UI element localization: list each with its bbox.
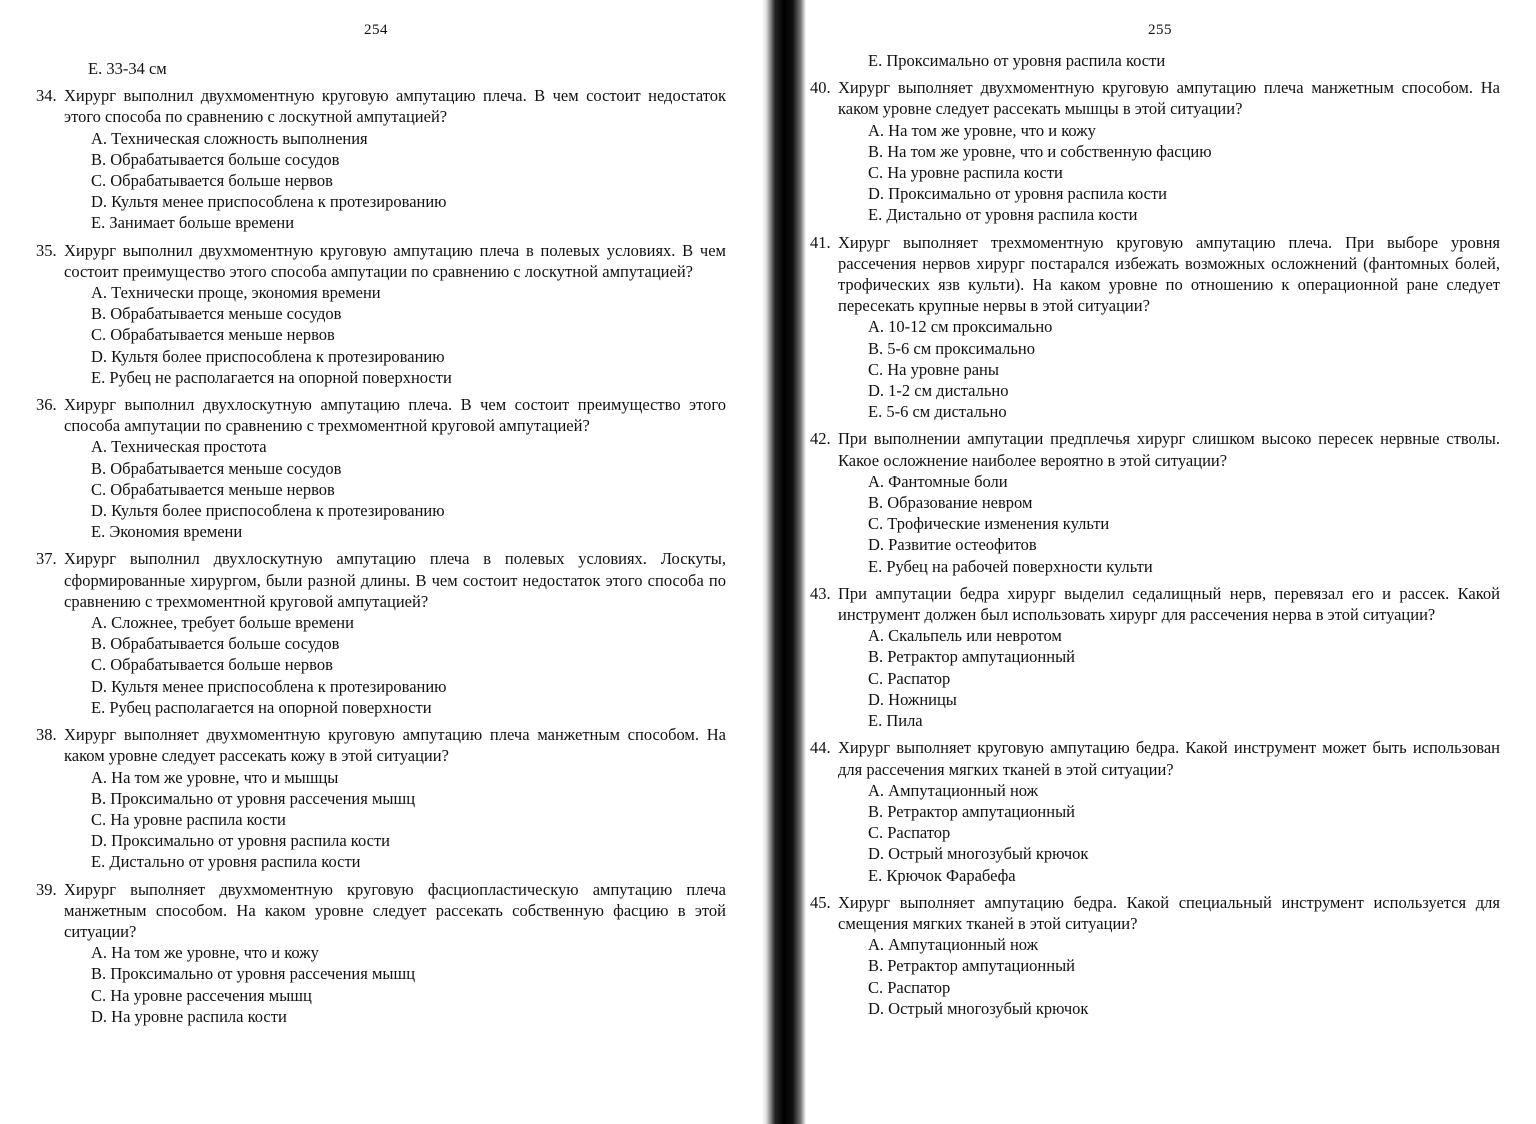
question-text: Хирург выполняет трехмоментную круговую ампутацию плеча. При выборе уровня рассечения нервов хирург постарался избежать возможных осложнений (фантомных болей, трофических язв культи). На каком уровне по отношению к операционной ране следует пересекать крупные нервы в этой ситуации? xyxy=(838,232,1500,316)
question-number: 38. xyxy=(36,725,57,745)
question-stem xyxy=(36,85,726,127)
question-number: 35. xyxy=(36,240,57,260)
answer-option: В. Ретрактор ампутационный xyxy=(868,956,1076,976)
question xyxy=(36,724,726,872)
answer-option: В. Обрабатывается меньше сосудов xyxy=(91,458,342,478)
answer-option: D. Культя более приспособлена к протезированию xyxy=(91,346,445,366)
answer-option: А. Техническая сложность выполнения xyxy=(91,128,368,148)
question-stem xyxy=(36,548,726,612)
answer-option: В. Обрабатывается больше сосудов xyxy=(91,634,340,654)
answer-option: D. 1-2 см дистально xyxy=(868,381,1009,401)
answer-option: А. 10-12 см проксимально xyxy=(868,317,1053,337)
question xyxy=(810,77,1500,225)
answer-option: Е. Крючок Фарабефа xyxy=(868,865,1016,885)
question xyxy=(36,85,726,233)
answer-option: А. Техническая простота xyxy=(91,437,267,457)
question-stem xyxy=(36,879,726,943)
question-text: Хирург выполнил двухмоментную круговую ампутацию плеча. В чем состоит недостаток этого способа по сравнению с лоскутной ампутацией? xyxy=(64,86,726,127)
question xyxy=(36,548,726,718)
answer-option: D. Проксимально от уровня распила кости xyxy=(868,184,1167,204)
answer-option: Е. Рубец на рабочей поверхности культи xyxy=(868,556,1153,576)
question-stem xyxy=(36,724,726,766)
answer-option: С. На уровне рассечения мышц xyxy=(91,985,312,1005)
answer-option: А. Сложнее, требует больше времени xyxy=(91,613,354,633)
answer-option: Е. Дистально от уровня распила кости xyxy=(868,205,1138,225)
question-number: 39. xyxy=(36,879,57,899)
page-content xyxy=(810,50,1500,1019)
answer-option: С. На уровне распила кости xyxy=(868,163,1063,183)
question-number: 34. xyxy=(36,86,57,106)
answer-option: D. Развитие остеофитов xyxy=(868,535,1037,555)
answer-option: Е. Дистально от уровня распила кости xyxy=(91,852,361,872)
question xyxy=(36,240,726,388)
answer-option: D. На уровне распила кости xyxy=(91,1006,287,1026)
answer-option: В. На том же уровне, что и собственную фасцию xyxy=(868,141,1212,161)
question-text: Хирург выполняет ампутацию бедра. Какой специальный инструмент используется для смещения мягких тканей в этой ситуации? xyxy=(838,892,1500,933)
question-stem xyxy=(36,240,726,282)
answer-option: В. Ретрактор ампутационный xyxy=(868,801,1076,821)
answer-option: В. Образование невром xyxy=(868,493,1033,513)
question-stem xyxy=(810,737,1500,779)
answer-option: А. Скальпель или невротом xyxy=(868,626,1062,646)
question-stem xyxy=(36,394,726,436)
answer-option: В. Проксимально от уровня рассечения мышц xyxy=(91,964,416,984)
question xyxy=(36,879,726,1027)
answer-option: С. На уровне раны xyxy=(868,359,999,379)
answer-option: А. На том же уровне, что и кожу xyxy=(91,943,319,963)
answer-option: D. Культя более приспособлена к протезированию xyxy=(91,501,445,521)
question-number: 40. xyxy=(810,78,831,98)
question-number: 36. xyxy=(36,395,57,415)
answer-option: D. Проксимально от уровня распила кости xyxy=(91,831,390,851)
answer-option: Е. Занимает больше времени xyxy=(91,213,295,233)
answer-option: D. Культя менее приспособлена к протезированию xyxy=(91,676,447,696)
question-number: 43. xyxy=(810,583,831,603)
answer-option: D. Острый многозубый крючок xyxy=(868,998,1089,1018)
answer-option: D. Культя менее приспособлена к протезированию xyxy=(91,192,447,212)
question xyxy=(36,394,726,542)
question-text: При ампутации бедра хирург выделил седалищный нерв, перевязал его и рассек. Какой инструмент должен был использовать хирург для рассечения нерва в этой ситуации? xyxy=(838,583,1500,625)
answer-option: Е. Пила xyxy=(868,711,923,731)
question-list xyxy=(36,85,726,1027)
answer-option: D. Острый многозубый крючок xyxy=(868,844,1089,864)
question-text: Хирург выполнил двухлоскутную ампутацию плеча. В чем состоит преимущество этого способа ампутации по сравнению с трехмоментной круговой ампутацией? xyxy=(64,395,726,436)
answer-option: С. Распатор xyxy=(868,668,951,688)
answer-option: Е. Экономия времени xyxy=(91,522,243,542)
question-stem xyxy=(810,892,1500,934)
answer-option: В. Обрабатывается меньше сосудов xyxy=(91,304,342,324)
question-number: 44. xyxy=(810,738,831,758)
answer-option: С. Обрабатывается больше нервов xyxy=(91,655,333,675)
question xyxy=(810,892,1500,1019)
orphan-option: E. 33-34 см xyxy=(88,59,167,78)
question-stem xyxy=(810,428,1500,470)
answer-option: В. Обрабатывается больше сосудов xyxy=(91,149,340,169)
question-number: 45. xyxy=(810,892,831,912)
answer-option: А. Ампутационный нож xyxy=(868,935,1039,955)
answer-option: В. Ретрактор ампутационный xyxy=(868,647,1076,667)
question-list xyxy=(810,77,1500,1019)
answer-option: С. Распатор xyxy=(868,977,951,997)
answer-option: Е. 5-6 см дистально xyxy=(868,402,1007,422)
book-spine xyxy=(762,0,806,1124)
left-page xyxy=(0,0,760,1124)
question-stem xyxy=(810,232,1500,317)
question-stem xyxy=(810,583,1500,625)
page-content xyxy=(36,58,726,1027)
answer-option: С. Обрабатывается больше нервов xyxy=(91,171,333,191)
question-text: Хирург выполнил двухлоскутную ампутацию плеча в полевых условиях. Лоскуты, сформированные хирургом, были разной длины. В чем состоит недостаток этого способа по сравнению с трехмоментной круговой ампутацией? xyxy=(64,549,726,611)
question xyxy=(810,428,1500,576)
answer-option: С. Трофические изменения культи xyxy=(868,514,1110,534)
answer-option: А. Технически проще, экономия времени xyxy=(91,283,381,303)
question-text: При выполнении ампутации предплечья хирург слишком высоко пересек нервные стволы. Какое осложнение наиболее вероятно в этой ситуации? xyxy=(838,429,1500,470)
answer-option: D. Ножницы xyxy=(868,689,957,709)
question xyxy=(810,232,1500,423)
question-text: Хирург выполняет двухмоментную круговую ампутацию плеча манжетным способом. На каком уровне следует рассекать кожу в этой ситуации? xyxy=(64,725,726,766)
answer-option: А. Ампутационный нож xyxy=(868,780,1039,800)
answer-option: Е. Рубец не располагается на опорной поверхности xyxy=(91,367,452,387)
question-number: 42. xyxy=(810,429,831,449)
answer-option: С. Обрабатывается меньше нервов xyxy=(91,479,335,499)
answer-option: С. Распатор xyxy=(868,823,951,843)
question xyxy=(810,737,1500,885)
question xyxy=(810,583,1500,731)
answer-option: А. На том же уровне, что и мышцы xyxy=(91,767,339,787)
question-text: Хирург выполняет круговую ампутацию бедра. Какой инструмент может быть использован для рассечения мягких тканей в этой ситуации? xyxy=(838,738,1500,779)
page-number: 254 xyxy=(364,22,388,38)
page-number: 255 xyxy=(1148,22,1172,38)
question-text: Хирург выполнил двухмоментную круговую ампутацию плеча в полевых условиях. В чем состоит преимущество этого способа ампутации по сравнению с лоскутной ампутацией? xyxy=(64,240,726,281)
question-text: Хирург выполняет двухмоментную круговую ампутацию плеча манжетным способом. На каком уровне следует рассекать мышцы в этой ситуации? xyxy=(838,78,1500,119)
answer-option: С. На уровне распила кости xyxy=(91,809,286,829)
answer-option: В. Проксимально от уровня рассечения мышц xyxy=(91,788,416,808)
answer-option: А. На том же уровне, что и кожу xyxy=(868,120,1096,140)
answer-option: В. 5-6 см проксимально xyxy=(868,338,1035,358)
answer-option: С. Обрабатывается меньше нервов xyxy=(91,325,335,345)
answer-option: Е. Рубец располагается на опорной поверхности xyxy=(91,697,432,717)
orphan-option: Е. Проксимально от уровня распила кости xyxy=(868,51,1166,70)
question-number: 41. xyxy=(810,232,831,252)
question-stem xyxy=(810,77,1500,119)
right-page xyxy=(810,0,1536,1124)
question-number: 37. xyxy=(36,549,57,569)
answer-option: А. Фантомные боли xyxy=(868,471,1008,491)
question-text: Хирург выполняет двухмоментную круговую фасциопластическую ампутацию плеча манжетным способом. На каком уровне следует рассекать собственную фасцию в этой ситуации? xyxy=(64,879,726,941)
